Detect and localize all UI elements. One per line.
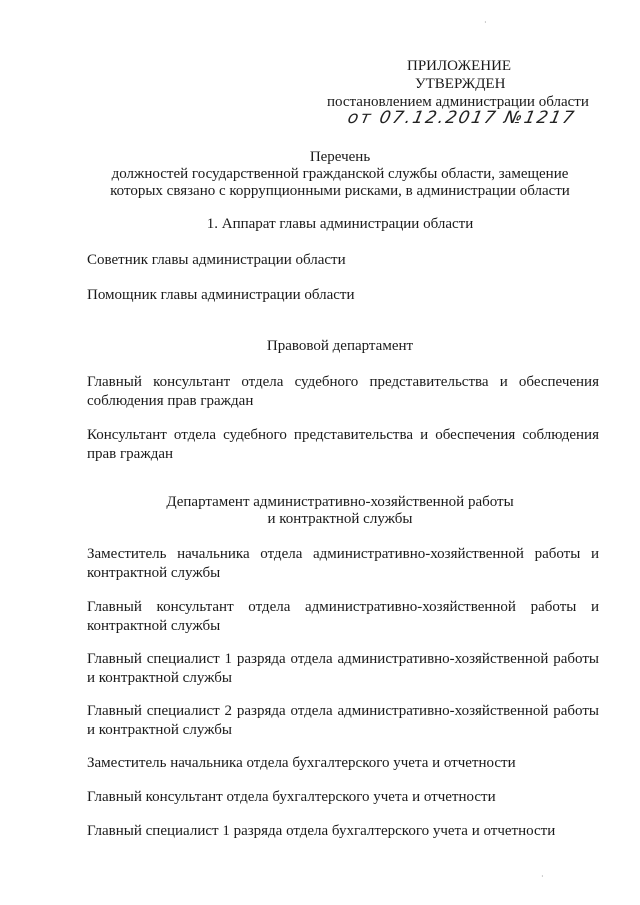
list-item: Главный специалист 1 разряда отдела административно-хозяйственной работы и контрактной службы	[87, 651, 599, 686]
handwritten-date: от 07.12.2017 №1217	[345, 108, 578, 128]
list-item: Главный специалист 2 разряда отдела административно-хозяйственной работы и контрактной службы	[87, 703, 599, 738]
section-heading-legal: Правовой департамент	[266, 338, 414, 354]
list-item: Советник главы администрации области	[87, 252, 346, 268]
approved-label: УТВЕРЖДЕН	[415, 76, 506, 92]
list-item: Консультант отдела судебного представительства и обеспечения соблюдения прав граждан	[87, 427, 599, 462]
appendix-label: ПРИЛОЖЕНИЕ	[407, 58, 512, 74]
list-item: Заместитель начальника отдела бухгалтерского учета и отчетности	[87, 755, 516, 771]
section-heading-apparatus: 1. Аппарат главы администрации области	[206, 216, 474, 232]
list-item: Помощник главы администрации области	[87, 287, 355, 303]
list-title: Перечень	[309, 149, 371, 165]
list-item: Главный специалист 1 разряда отдела бухгалтерского учета и отчетности	[87, 823, 556, 839]
list-item: Главный консультант отдела судебного представительства и обеспечения соблюдения прав граждан	[87, 374, 599, 409]
list-item: Главный консультант отдела бухгалтерского учета и отчетности	[87, 789, 496, 805]
section-heading-admin-line2: и контрактной службы	[267, 511, 413, 527]
resolution-line: постановлением администрации области	[327, 94, 589, 110]
list-item: Главный консультант отдела административно-хозяйственной работы и контрактной службы	[87, 599, 599, 634]
scan-speck: ·	[484, 18, 487, 27]
scan-speck: ·	[541, 872, 544, 881]
list-item: Заместитель начальника отдела административно-хозяйственной работы и контрактной службы	[87, 546, 599, 581]
list-subtitle-line1: должностей государственной гражданской службы области, замещение	[111, 166, 569, 182]
list-subtitle-line2: которых связано с коррупционными рисками, в администрации области	[110, 183, 570, 199]
section-heading-admin-line1: Департамент административно-хозяйственной работы	[166, 494, 514, 510]
